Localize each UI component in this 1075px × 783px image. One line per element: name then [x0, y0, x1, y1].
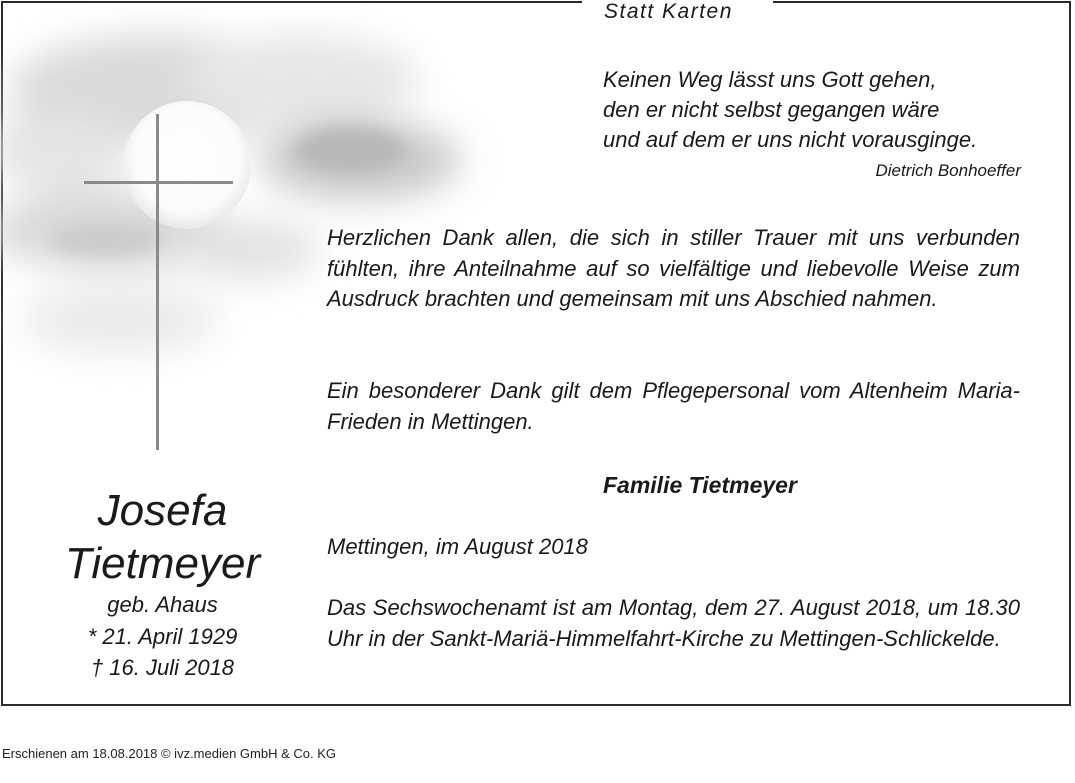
thanks-paragraph: Herzlichen Dank allen, die sich in stiller Trauer mit uns verbunden fühlten, ihre Anteilnahme auf so vielfältige und liebevolle Weise zum Ausdruck brachten und gemeinsam mit uns Abschied nahmen. [327, 225, 1020, 311]
deceased-first-name: Josefa [97, 486, 228, 535]
birth-date: * 21. April 1929 [87, 624, 238, 649]
bible-quote [603, 65, 977, 155]
moon-disc [123, 101, 251, 229]
quote-line: den er nicht selbst gegangen wäre [603, 97, 940, 122]
place-date: Mettingen, im August 2018 [327, 534, 588, 559]
deceased-maiden-name: geb. Ahaus [107, 592, 218, 617]
quote-line: und auf dem er uns nicht vorausginge. [603, 127, 978, 152]
service-paragraph: Das Sechswochenamt ist am Montag, dem 27. August 2018, um 18.30 Uhr in der Sankt-Mariä-Himmelfahrt-Kirche zu Mettingen-Schlickelde. [327, 595, 1020, 651]
family-signature: Familie Tietmeyer [603, 472, 797, 498]
notice-header: Statt Karten [604, 0, 733, 23]
death-date: † 16. Juli 2018 [90, 655, 235, 680]
publication-footer: Erschienen am 18.08.2018 © ivz.medien GmbH & Co. KG [2, 746, 337, 761]
quote-line: Keinen Weg lässt uns Gott gehen, [603, 67, 937, 92]
special-thanks-paragraph: Ein besonderer Dank gilt dem Pflegepersonal vom Altenheim Maria-Frieden in Mettingen. [327, 378, 1020, 434]
quote-author: Dietrich Bonhoeffer [875, 161, 1021, 180]
deceased-last-name: Tietmeyer [64, 539, 261, 588]
